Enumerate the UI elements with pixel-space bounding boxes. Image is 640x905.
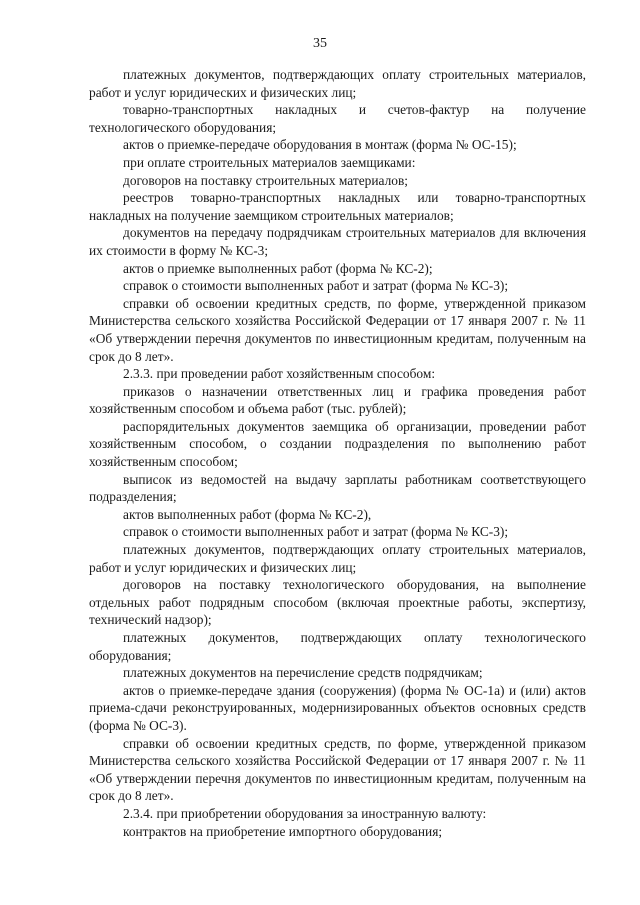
paragraph: платежных документов на перечисление средств подрядчикам; bbox=[123, 665, 483, 681]
paragraph: справок о стоимости выполненных работ и затрат (форма № КС-3); bbox=[123, 524, 509, 540]
paragraph: договоров на поставку строительных материалов; bbox=[123, 172, 409, 188]
paragraph: распорядительных документов заемщика об организации, проведении работ хозяйственным способом, о создании подразделения по выполнению работ хозяйственным способом; bbox=[89, 418, 586, 470]
paragraph: актов о приемке выполненных работ (форма № КС-2); bbox=[123, 260, 433, 276]
paragraph: актов о приемке-передаче оборудования в монтаж (форма № ОС-15); bbox=[123, 137, 517, 153]
paragraph: выписок из ведомостей на выдачу зарплаты работникам соответствующего подразделения; bbox=[89, 471, 586, 505]
paragraph: контрактов на приобретение импортного оборудования; bbox=[123, 823, 443, 839]
paragraph: реестров товарно-транспортных накладных или товарно-транспортных накладных на получение заемщиком строительных материалов; bbox=[89, 190, 586, 223]
document-body bbox=[89, 66, 586, 840]
paragraph: справок о стоимости выполненных работ и затрат (форма № КС-3); bbox=[123, 278, 509, 294]
paragraph: документов на передачу подрядчикам строительных материалов для включения их стоимости в форму № КС-3; bbox=[89, 225, 586, 258]
section-heading: 2.3.3. при проведении работ хозяйственным способом: bbox=[123, 366, 436, 382]
section-heading: 2.3.4. при приобретении оборудования за иностранную валюту: bbox=[123, 805, 487, 821]
paragraph: платежных документов, подтверждающих оплату технологического оборудования; bbox=[89, 630, 586, 663]
paragraph: платежных документов, подтверждающих оплату строительных материалов, работ и услуг юридических и физических лиц; bbox=[89, 542, 586, 575]
paragraph: справки об освоении кредитных средств, по форме, утвержденной приказом Министерства сельского хозяйства Российской Федерации от 17 января 2007 г. № 11 «Об утверждении перечня документов по инвестиционным кредитам, полученным на срок до 8 лет». bbox=[89, 735, 586, 804]
page-number: 35 bbox=[313, 36, 327, 51]
paragraph: актов выполненных работ (форма № КС-2), bbox=[123, 506, 372, 522]
paragraph: при оплате строительных материалов заемщиками: bbox=[123, 154, 416, 170]
paragraph: платежных документов, подтверждающих оплату строительных материалов, работ и услуг юридических и физических лиц; bbox=[89, 67, 586, 100]
paragraph: договоров на поставку технологического оборудования, на выполнение отдельных работ подрядным способом (включая проектные работы, экспертизу, технический надзор); bbox=[89, 577, 586, 628]
paragraph: приказов о назначении ответственных лиц и графика проведения работ хозяйственным способом и объема работ (тыс. рублей); bbox=[89, 383, 586, 417]
paragraph: справки об освоении кредитных средств, по форме, утвержденной приказом Министерства сельского хозяйства Российской Федерации от 17 января 2007 г. № 11 «Об утверждении перечня документов по инвестиционным кредитам, полученным на срок до 8 лет». bbox=[89, 295, 586, 364]
paragraph: актов о приемке-передаче здания (сооружения) (форма № ОС-1а) и (или) актов приема-сдачи реконструированных, модернизированных объектов основных средств (форма № ОС-3). bbox=[89, 682, 586, 733]
paragraph: товарно-транспортных накладных и счетов-фактур на получение технологического оборудования; bbox=[89, 102, 586, 135]
